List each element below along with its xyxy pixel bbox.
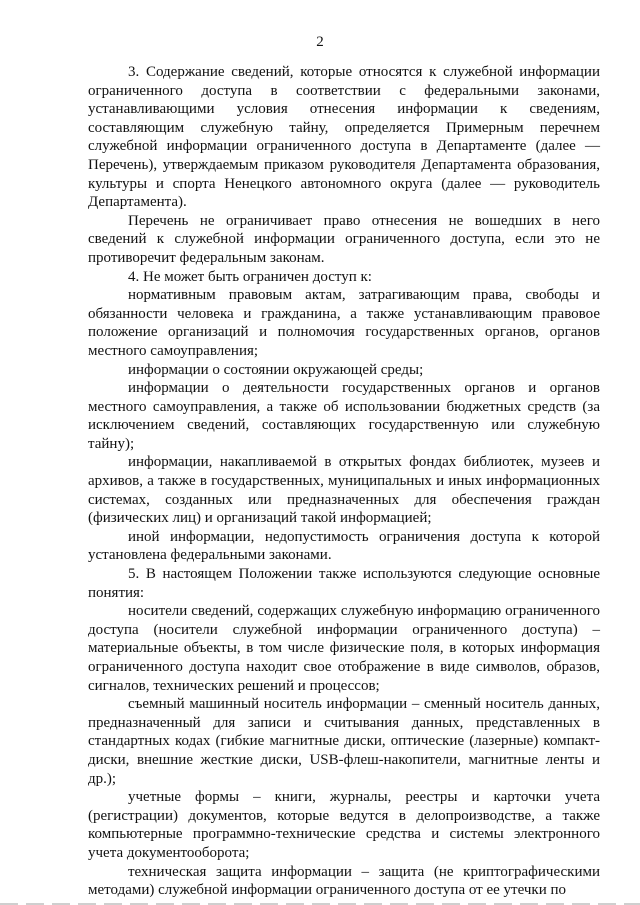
list-item-government-activity: информации о деятельности государственных органов и органов местного самоуправления, а также об использовании бюджетных средств (за исключением сведений, составляющих государственную или служебную тайну);	[88, 380, 600, 452]
definition-removable-media: съемный машинный носитель информации – сменный носитель данных, предназначенный для записи и считывания данных, представленных в стандартных кодах (гибкие магнитные диски, оптические (лазерные) компакт-диски, внешние жесткие диски, USB-флеш-накопители, магнитные ленты и др.);	[88, 696, 600, 787]
definition-information-carriers: носители сведений, содержащих служебную информацию ограниченного доступа (носители служебной информации ограниченного доступа) – материальные объекты, в том числе физические поля, в которых информация ограниченного доступа находит свое отображение в виде символов, образов, сигналов, технических решений и процессов;	[88, 603, 600, 694]
document-body	[88, 63, 600, 900]
paragraph-list-restriction: Перечень не ограничивает право отнесения не вошедших в него сведений к служебной информации ограниченного доступа, если это не противоречит федеральным законам.	[88, 212, 600, 266]
definition-technical-protection: техническая защита информации – защита (не криптографическими методами) служебной информации ограниченного доступа от ее утечки по	[88, 863, 600, 899]
paragraph-clause-4: 4. Не может быть ограничен доступ к:	[128, 268, 372, 285]
list-item-open-funds: информации, накапливаемой в открытых фондах библиотек, музеев и архивов, а также в государственных, муниципальных и иных информационных системах, созданных или предназначенных для обеспечения граждан (физических лиц) и организаций такой информацией;	[88, 454, 600, 527]
paragraph-clause-3: 3. Содержание сведений, которые относятся к служебной информации ограниченного доступа в соответствии с федеральными законами, устанавливающими условия отнесения информации к сведениям, составляющим служебную тайну, определяется Примерным перечнем служебной информации ограниченного доступа в Департаменте (далее — Перечень), утверждаемым приказом руководителя Департамента образования, культуры и спорта Ненецкого автономного округа (далее — руководитель Департамента).	[88, 64, 600, 211]
paragraph-clause-5: 5. В настоящем Положении также используются следующие основные понятия:	[88, 566, 600, 601]
page-number: 2	[316, 34, 324, 50]
list-item-other-information: иной информации, недопустимость ограничения доступа к которой установлена федеральными законами.	[88, 528, 600, 564]
definition-accounting-forms: учетные формы – книги, журналы, реестры и карточки учета (регистрации) документов, которые ведутся в делопроизводстве, а также компьютерные программно-технические средства и системы электронного учета документооборота;	[88, 789, 600, 861]
list-item-environment: информации о состоянии окружающей среды;	[128, 361, 424, 378]
list-item-normative-acts: нормативным правовым актам, затрагивающим права, свободы и обязанности человека и гражданина, а также устанавливающим правовое положение организаций и полномочия государственных органов, органов местного самоуправления;	[88, 287, 600, 359]
